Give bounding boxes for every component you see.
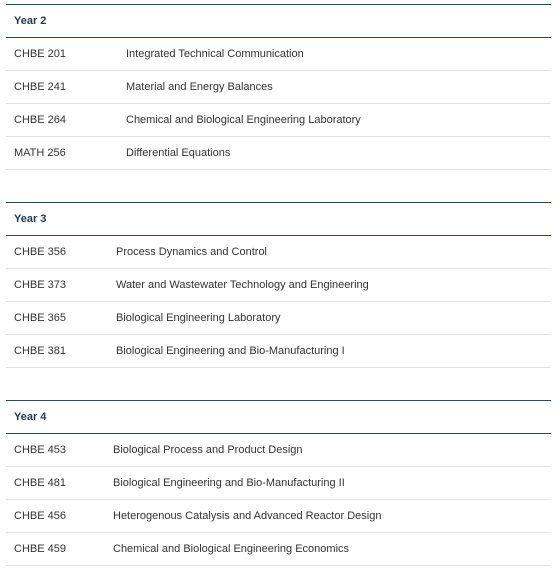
- table-row: [6, 302, 551, 335]
- table-row: [6, 104, 551, 137]
- table-row: [6, 269, 551, 302]
- table-row: [6, 38, 551, 71]
- table-row: [6, 533, 551, 566]
- course-code: CHBE 459: [6, 533, 113, 566]
- course-code: CHBE 456: [6, 500, 113, 533]
- table-row: [6, 335, 551, 368]
- table-row: [6, 236, 551, 269]
- course-title: Biological Engineering Laboratory: [116, 302, 551, 335]
- course-title: Biological Engineering and Bio-Manufacturing II: [113, 467, 551, 500]
- course-code: CHBE 453: [6, 434, 113, 467]
- course-title: Chemical and Biological Engineering Economics: [113, 533, 551, 566]
- table-row: [6, 467, 551, 500]
- course-title: Chemical and Biological Engineering Laboratory: [126, 104, 551, 137]
- course-title: Biological Engineering and Bio-Manufacturing I: [116, 335, 551, 368]
- course-title: Integrated Technical Communication: [126, 38, 551, 71]
- course-title: Material and Energy Balances: [126, 71, 551, 104]
- course-title: Differential Equations: [126, 137, 551, 170]
- course-list-page: [6, 4, 551, 566]
- course-title: Heterogenous Catalysis and Advanced Reactor Design: [113, 500, 551, 533]
- section-heading: Year 4: [6, 401, 551, 434]
- course-code: CHBE 365: [6, 302, 116, 335]
- table-row: [6, 137, 551, 170]
- section-heading: Year 3: [6, 203, 551, 236]
- course-code: CHBE 241: [6, 71, 126, 104]
- course-title: Process Dynamics and Control: [116, 236, 551, 269]
- table-row: [6, 434, 551, 467]
- table-row: [6, 500, 551, 533]
- year-3-table: [6, 202, 551, 368]
- course-code: CHBE 481: [6, 467, 113, 500]
- year-2-table: [6, 4, 551, 170]
- table-header-row: [6, 203, 551, 236]
- course-code: CHBE 356: [6, 236, 116, 269]
- course-code: CHBE 381: [6, 335, 116, 368]
- course-title: Water and Wastewater Technology and Engineering: [116, 269, 551, 302]
- table-row: [6, 71, 551, 104]
- table-header-row: [6, 401, 551, 434]
- table-header-row: [6, 5, 551, 38]
- course-code: MATH 256: [6, 137, 126, 170]
- section-spacer: [6, 170, 551, 202]
- course-code: CHBE 264: [6, 104, 126, 137]
- section-heading: Year 2: [6, 5, 551, 38]
- course-title: Biological Process and Product Design: [113, 434, 551, 467]
- course-code: CHBE 201: [6, 38, 126, 71]
- section-spacer: [6, 368, 551, 400]
- course-code: CHBE 373: [6, 269, 116, 302]
- year-4-table: [6, 400, 551, 566]
